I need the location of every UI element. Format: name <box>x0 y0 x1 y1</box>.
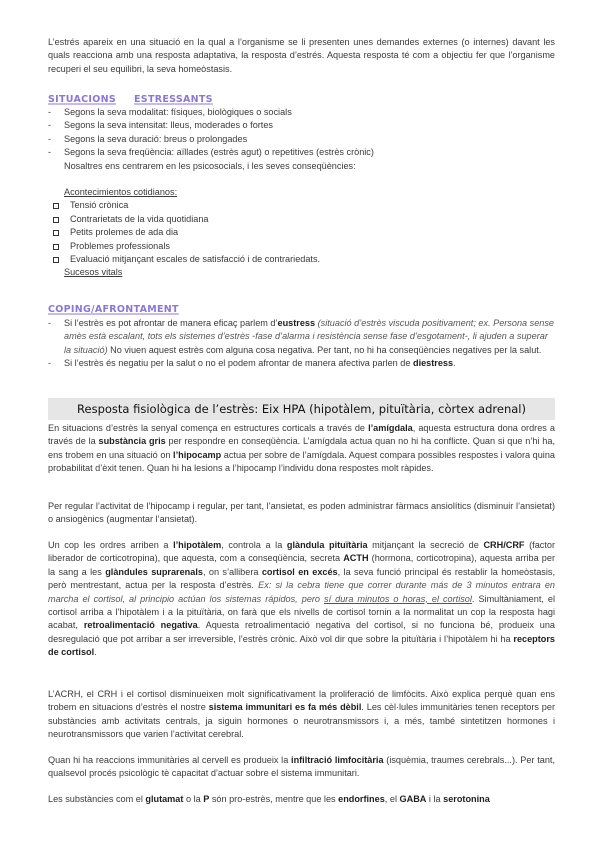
list-item: - Si l’estrès es pot afrontar de manera eficaç parlem d’eustress (situació d’estrès viscuda positivament; ex. Persona sense amès està escalant, tots els sistemes d’estrès -fase d’alarma i resistència sense fase d’esgotament-, li ajuden a superar la situació) No viuen aquest estrès com alguna cosa negativa. Per tant, no hi ha conseqüències negatives per la salut. <box>48 317 555 357</box>
situations-note: Nosaltres ens centrarem en les psicosocials, i les seves conseqüències: <box>64 160 356 171</box>
paragraph-substancies: Les substàncies com el glutamat o la P són pro-estrès, mentre que les endorfines, el GABA i la serotonina <box>48 794 490 804</box>
list-item: - Si l’estrès és negatiu per la salut o no el podem afrontar de manera afectiva parlen de diestress. <box>48 357 555 370</box>
list-item: - Segons la seva modalitat: físiques, biològiques o socials <box>48 106 555 119</box>
square-bullet-icon <box>53 244 59 250</box>
situations-heading <box>48 93 213 106</box>
square-bullet-icon <box>53 203 59 209</box>
situations-heading-word2: ESTRESSANTS <box>134 94 213 105</box>
subtitle-sucesos: Sucesos vitals <box>64 267 123 278</box>
coping-heading: COPING/AFRONTAMENT <box>48 304 179 315</box>
paragraph-hipotalem: Un cop les ordres arriben a l’hipotàlem, controla a la glàndula pituïtària mitjançant la secreció de CRH/CRF (factor liberador de corticotropina), que aquesta, com a conseqüència, secreta ACTH (hormona, corticotropina), aquesta arriba per la sang a les glàndules suprarenals, on s’allibera cortisol en excés, la seva funció principal és restablir la homeòstasis, però mentrestant, actua per la resposta d’estrès. Ex: si la cebra tiene que correr durante más de 3 minutos entrara en marcha el cortisol, al principio actúan los sistemas rápidos, pero sí dura minutos o horas, el cortisol. Simultàniament, el cortisol arriba a l’hipotàlem i a la pituïtària, on farà que els nivells de cortisol tornin a la normalitat un cop la resposta hagi acabat, retroalimentació negativa. Aquesta retroalimentació negativa del cortisol, si no funciona bé, produeix una desregulació que pot arribar a ser irreversible, l’estrès crònic. Això vol dir que sobre la pituïtària i l’hipotàlem hi ha receptors de cortisol. <box>48 540 556 658</box>
square-bullet-icon <box>53 217 59 223</box>
square-bullet-icon <box>53 257 59 263</box>
situations-heading-word1: SITUACIONS <box>48 94 117 105</box>
coping-list <box>48 317 555 371</box>
list-item: Tensió crònica <box>48 199 555 212</box>
situations-list <box>48 106 555 160</box>
coping-list-block <box>48 317 555 371</box>
section-title-banner: Resposta fisiològica de l’estrès: Eix HPA (hipotàlem, pituïtària, còrtex adrenal) <box>48 398 555 420</box>
subtitle-cotidianos: Acontecimientos cotidianos: <box>64 187 178 198</box>
list-item: Petits prolemes de ada dia <box>48 226 555 239</box>
list-item: - Segons la seva intensitat: lleus, moderades o fortes <box>48 119 555 132</box>
paragraph-ansiolitics: Per regular l’activitat de l’hipocamp i regular, per tant, l’ansietat, es poden administrar fàrmacs ansiolítics (disminuir l’ansietat) o ansiogènics (augmentar l’ansietat). <box>48 501 555 525</box>
list-item: - Segons la seva freqüència: aïllades (estrès agut) o repetitives (estrès crònic) <box>48 146 555 159</box>
paragraph-amigdala: En situacions d’estrès la senyal comença en estructures corticals a través de l’amígdala, aquesta estructura dona ordres a través de la substància gris per respondre en conseqüència. L’amígdala actua quan no hi ha conflicte. Quan si que n’hi ha, ens trobem en una situació on l’hipocamp actua per sobre de l’amígdala. Aquest compara possibles respostes i valora quina probabilitat d’èxit tenen. Quan hi ha lesions a l’hipocamp l’individu dona respostes molt ràpides. <box>48 423 555 474</box>
sub-list <box>48 199 555 266</box>
square-bullet-icon <box>53 230 59 236</box>
paragraph-acrh: L’ACRH, el CRH i el cortisol disminueixen molt significativament la proliferació de limfòcits. Això explica perquè quan ens trobem en situacions d’estrès el nostre sistema immunitari es fa més dèbil. Les cèl·lules immunitàries tenen receptors per substàncies amb activitats centrals, ja siguin hormones o neurotransmissors i, a més, també sintetitzen hormones i neurotransmissors que varien l’activitat cerebral. <box>48 689 555 740</box>
list-item: Evaluació mitjançant escales de satisfacció i de contrariedats. <box>48 253 555 266</box>
list-item: Contrarietats de la vida quotidiana <box>48 213 555 226</box>
paragraph-infiltracio: Quan hi ha reaccions immunitàries al cervell es produeix la infiltració limfocitària (isquèmia, traumes cerebrals...). Per tant, qualsevol procés psicològic tè capacitat d’actuar sobre el sistema immunitari. <box>48 755 555 779</box>
situations-list-block <box>48 106 555 280</box>
list-item: Problemes professionals <box>48 240 555 253</box>
list-item: - Segons la seva duració: breus o prolongades <box>48 133 555 146</box>
intro-paragraph: L’estrés apareix en una situació en la qual a l’organisme se li presenten unes demandes externes (o internes) davant les quals reacciona amb una resposta adaptativa, la resposta d’estrés. Aquesta resposta té com a objectiu fer que l’organisme recuperi el seu equilibri, la seva homeòstasis. <box>48 37 555 74</box>
